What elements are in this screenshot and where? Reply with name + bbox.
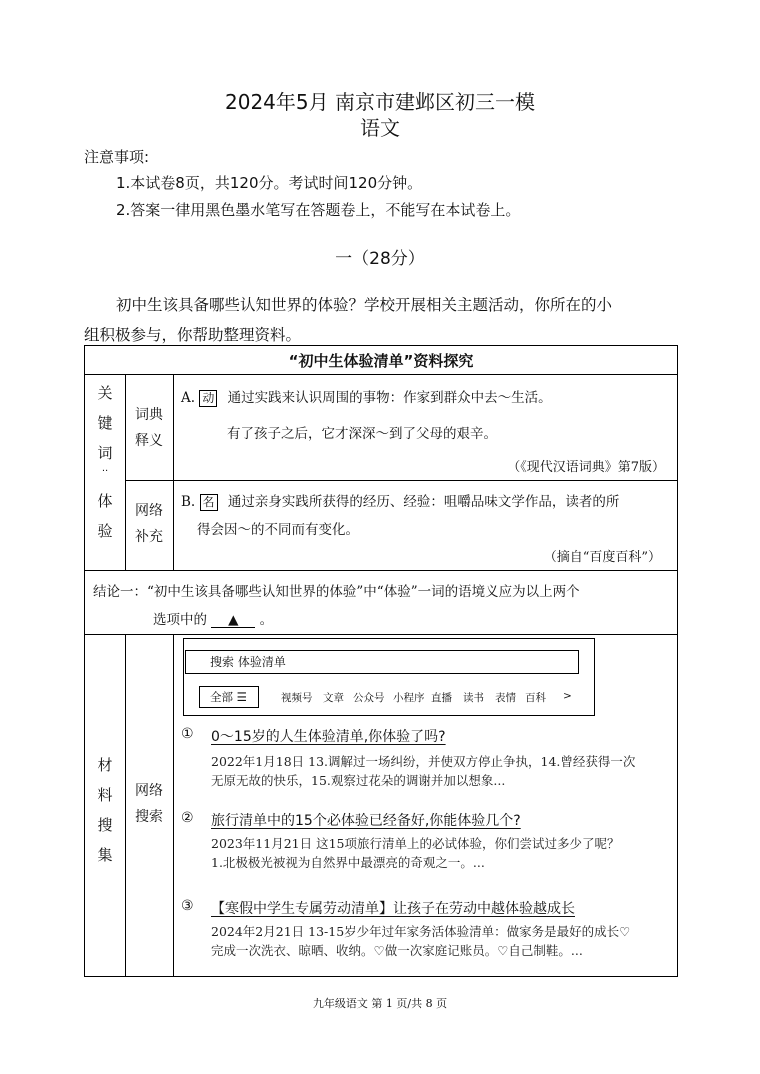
result-3-number: ③ bbox=[181, 898, 194, 914]
definition-b-line2: 得会因～的不同而有变化。 bbox=[197, 522, 359, 538]
search-label: 网络 搜索 bbox=[135, 783, 163, 825]
definition-a-source: （《现代汉语词典》第7版） bbox=[507, 460, 665, 475]
definition-a: A. 动 通过实践来认识周围的事物：作家到群众中去～生活。 bbox=[181, 390, 552, 406]
tab-official[interactable]: 公众号 bbox=[353, 692, 385, 704]
tab-read[interactable]: 读书 bbox=[463, 692, 484, 704]
tab-baike[interactable]: 百科 bbox=[525, 692, 546, 704]
result-2-snippet: 2023年11月21日 这15项旅行清单上的必试体验，你们尝试过多少了呢？ 1.北极极光被视为自然界中最漂亮的奇观之一。... bbox=[211, 836, 620, 870]
definition-b: B. 名 通过亲身实践所获得的经历、经验：咀嚼品味文学作品，读者的所 bbox=[181, 494, 620, 510]
notice-heading: 注意事项: bbox=[84, 148, 150, 166]
verb-tag: 动 bbox=[199, 390, 217, 407]
conclusion-line-1: 结论一：“初中生该具备哪些认知世界的体验”中“体验”一词的语境义应为以上两个 bbox=[93, 584, 580, 600]
material-table bbox=[84, 345, 678, 977]
tab-live[interactable]: 直播 bbox=[431, 692, 452, 704]
exam-subject: 语文 bbox=[360, 116, 400, 140]
table-title: “初中生体验清单”资料探究 bbox=[288, 352, 474, 370]
result-1-snippet: 2022年1月18日 13.调解过一场纠纷，并使双方停止争执，14.曾经获得一次 无原无故的快乐，15.观察过花朵的调谢并加以想象... bbox=[211, 754, 636, 788]
intro-line-1: 初中生该具备哪些认知世界的体验？学校开展相关主题活动，你所在的小 bbox=[116, 296, 613, 314]
page-footer: 九年级语文 第 1 页/共 8 页 bbox=[312, 997, 448, 1010]
result-2-number: ② bbox=[181, 810, 194, 826]
tab-more-icon[interactable]: > bbox=[563, 690, 572, 702]
search-input[interactable]: 搜索 体验清单 bbox=[185, 650, 579, 674]
dict-label: 词典 释义 bbox=[135, 407, 163, 449]
tab-emoji[interactable]: 表情 bbox=[495, 692, 516, 704]
section-title: 一（28分） bbox=[335, 249, 425, 269]
exam-title: 2024年5月 南京市建邺区初三一模 bbox=[225, 90, 535, 114]
result-1-title[interactable]: 0～15岁的人生体验清单,你体验了吗? bbox=[211, 729, 446, 745]
definition-a-example: 有了孩子之后，它才深深～到了父母的艰辛。 bbox=[227, 426, 497, 442]
tab-miniprogram[interactable]: 小程序 bbox=[393, 692, 425, 704]
keyword-label: 关 键 词 ·· bbox=[97, 384, 113, 477]
tab-video[interactable]: 视频号 bbox=[281, 692, 313, 704]
result-1-number: ① bbox=[181, 726, 194, 742]
definition-b-source: （摘自“百度百科”） bbox=[543, 550, 661, 565]
web-label: 网络 补充 bbox=[135, 503, 163, 545]
tab-all[interactable]: 全部 ☰ bbox=[199, 686, 259, 708]
tab-article[interactable]: 文章 bbox=[323, 692, 344, 704]
result-3-title[interactable]: 【寒假中学生专属劳动清单】让孩子在劳动中越体验越成长 bbox=[211, 901, 575, 917]
result-2-title[interactable]: 旅行清单中的15个必体验已经备好,你能体验几个? bbox=[211, 813, 521, 829]
result-3-snippet: 2024年2月21日 13-15岁少年过年家务活体验清单：做家务是最好的成长♡ 完成一次洗衣、晾晒、收纳。♡做一次家庭记账员。♡自己制鞋。... bbox=[211, 924, 631, 958]
material-label: 材 料 搜 集 bbox=[97, 756, 113, 864]
intro-line-2: 组积极参与，你帮助整理资料。 bbox=[84, 326, 302, 344]
conclusion-line-2: 选项中的 ▲ 。 bbox=[153, 612, 274, 628]
search-tabs bbox=[183, 686, 583, 708]
answer-blank[interactable]: ▲ bbox=[211, 613, 255, 628]
notice-item-2: 2.答案一律用黑色墨水笔写在答题卷上，不能写在本试卷上。 bbox=[116, 201, 521, 219]
notice-item-1: 1.本试卷8页，共120分。考试时间120分钟。 bbox=[116, 174, 423, 192]
keyword-word: 体 验 bbox=[97, 492, 113, 540]
noun-tag: 名 bbox=[200, 494, 218, 511]
